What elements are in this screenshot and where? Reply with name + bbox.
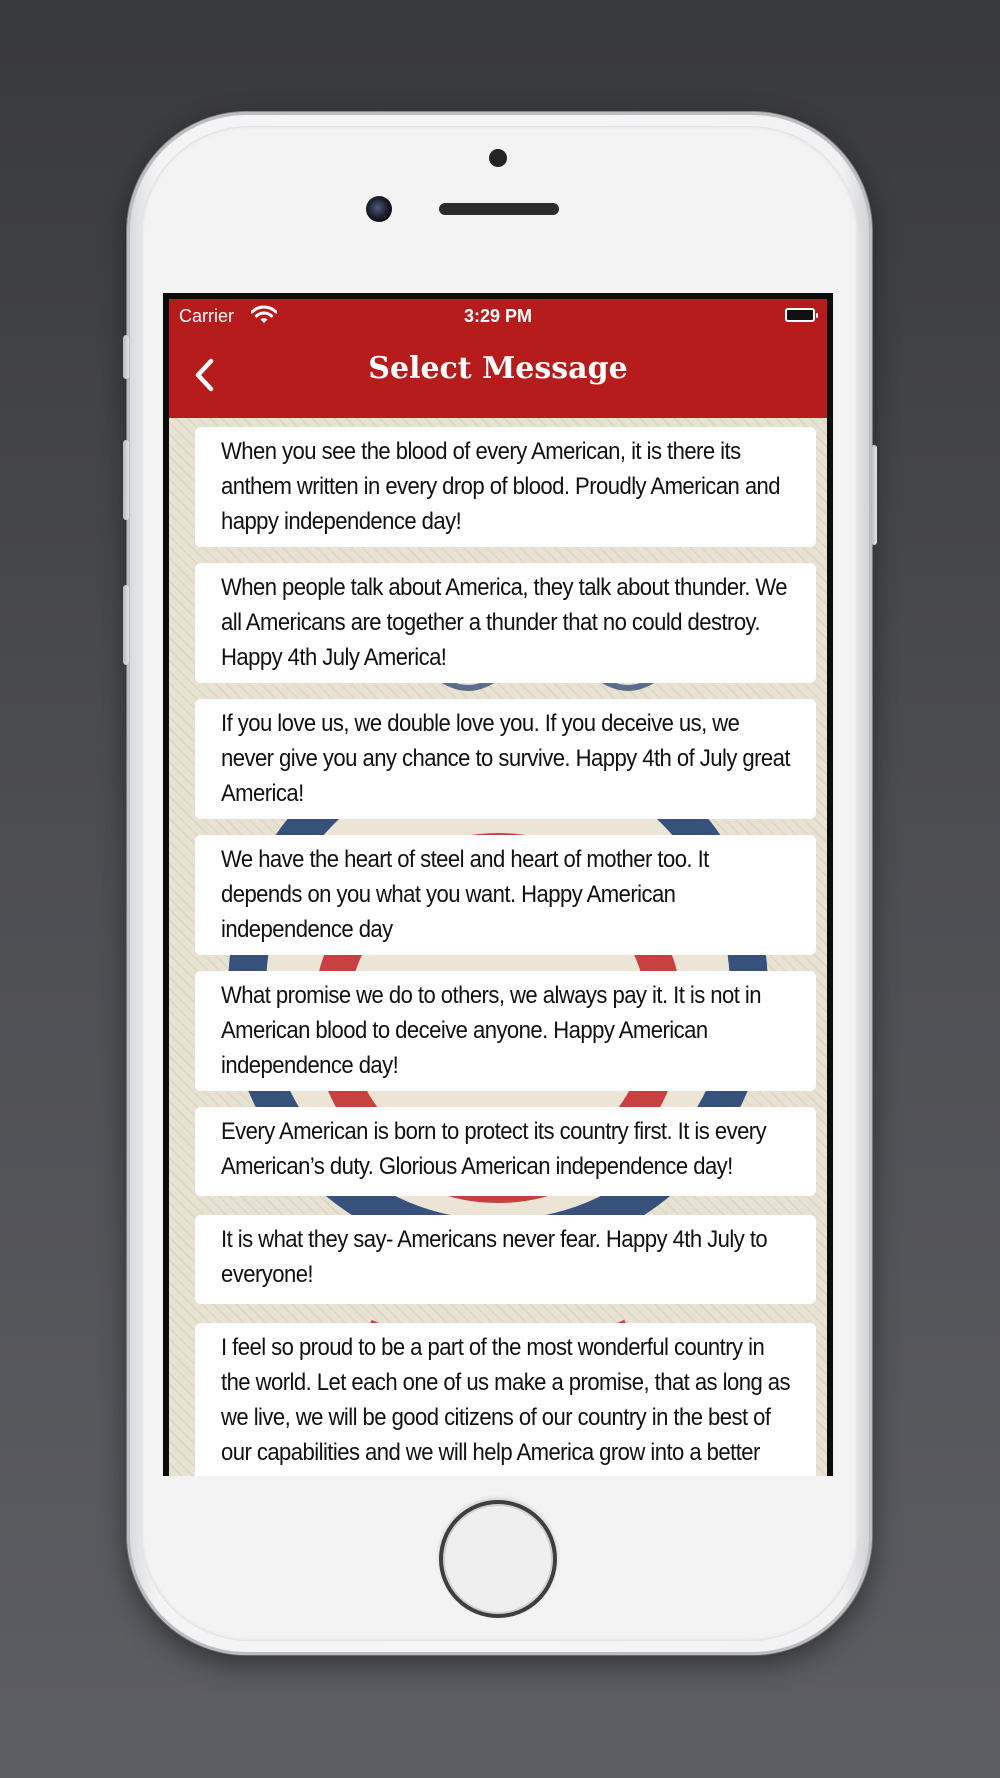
message-text: We have the heart of steel and heart of mother too. It depends on you what you want. Happy American independence day xyxy=(221,846,709,943)
message-card[interactable] xyxy=(195,1107,816,1196)
page-title: Select Message xyxy=(368,351,628,386)
message-text: If you love us, we double love you. If you deceive us, we never give you any chance to survive. Happy 4th of July great America! xyxy=(221,710,790,807)
battery-icon xyxy=(785,308,815,322)
earpiece-speaker xyxy=(439,203,559,215)
status-time: 3:29 PM xyxy=(463,306,533,326)
message-text: When people talk about America, they talk about thunder. We all Americans are together a thunder that no could destroy. Happy 4th July America! xyxy=(221,574,788,671)
message-card[interactable] xyxy=(195,699,816,819)
message-card[interactable] xyxy=(195,971,816,1091)
message-list-area[interactable] xyxy=(169,418,827,1476)
message-text: When you see the blood of every American, it is there its anthem written in every drop of blood. Proudly American and happy independence day! xyxy=(221,438,781,535)
message-card[interactable] xyxy=(195,1323,816,1476)
volume-up-button xyxy=(123,440,129,520)
mute-switch xyxy=(123,335,129,379)
message-text: What promise we do to others, we always pay it. It is not in American blood to deceive anyone. Happy American independence day! xyxy=(221,982,761,1079)
message-card[interactable] xyxy=(195,563,816,683)
status-bar xyxy=(169,299,827,333)
home-button[interactable] xyxy=(439,1500,557,1618)
phone-screen xyxy=(163,293,833,1476)
carrier-label: Carrier xyxy=(179,306,235,326)
power-button xyxy=(871,445,877,545)
message-card[interactable] xyxy=(195,427,816,547)
navigation-bar xyxy=(169,333,827,418)
message-card[interactable] xyxy=(195,1215,816,1304)
message-text: It is what they say- Americans never fear. Happy 4th July to everyone! xyxy=(221,1226,768,1288)
proximity-sensor xyxy=(489,149,507,167)
message-text: Every American is born to protect its country first. It is every American’s duty. Glorious American independence day! xyxy=(221,1118,767,1180)
front-camera xyxy=(366,196,392,222)
volume-down-button xyxy=(123,585,129,665)
message-card[interactable] xyxy=(195,835,816,955)
message-text: I feel so proud to be a part of the most wonderful country in the world. Let each one of us make a promise, that as long as we live, we will be good citizens of our country in the best of our capabilities and we will help America grow into a better xyxy=(221,1334,790,1466)
